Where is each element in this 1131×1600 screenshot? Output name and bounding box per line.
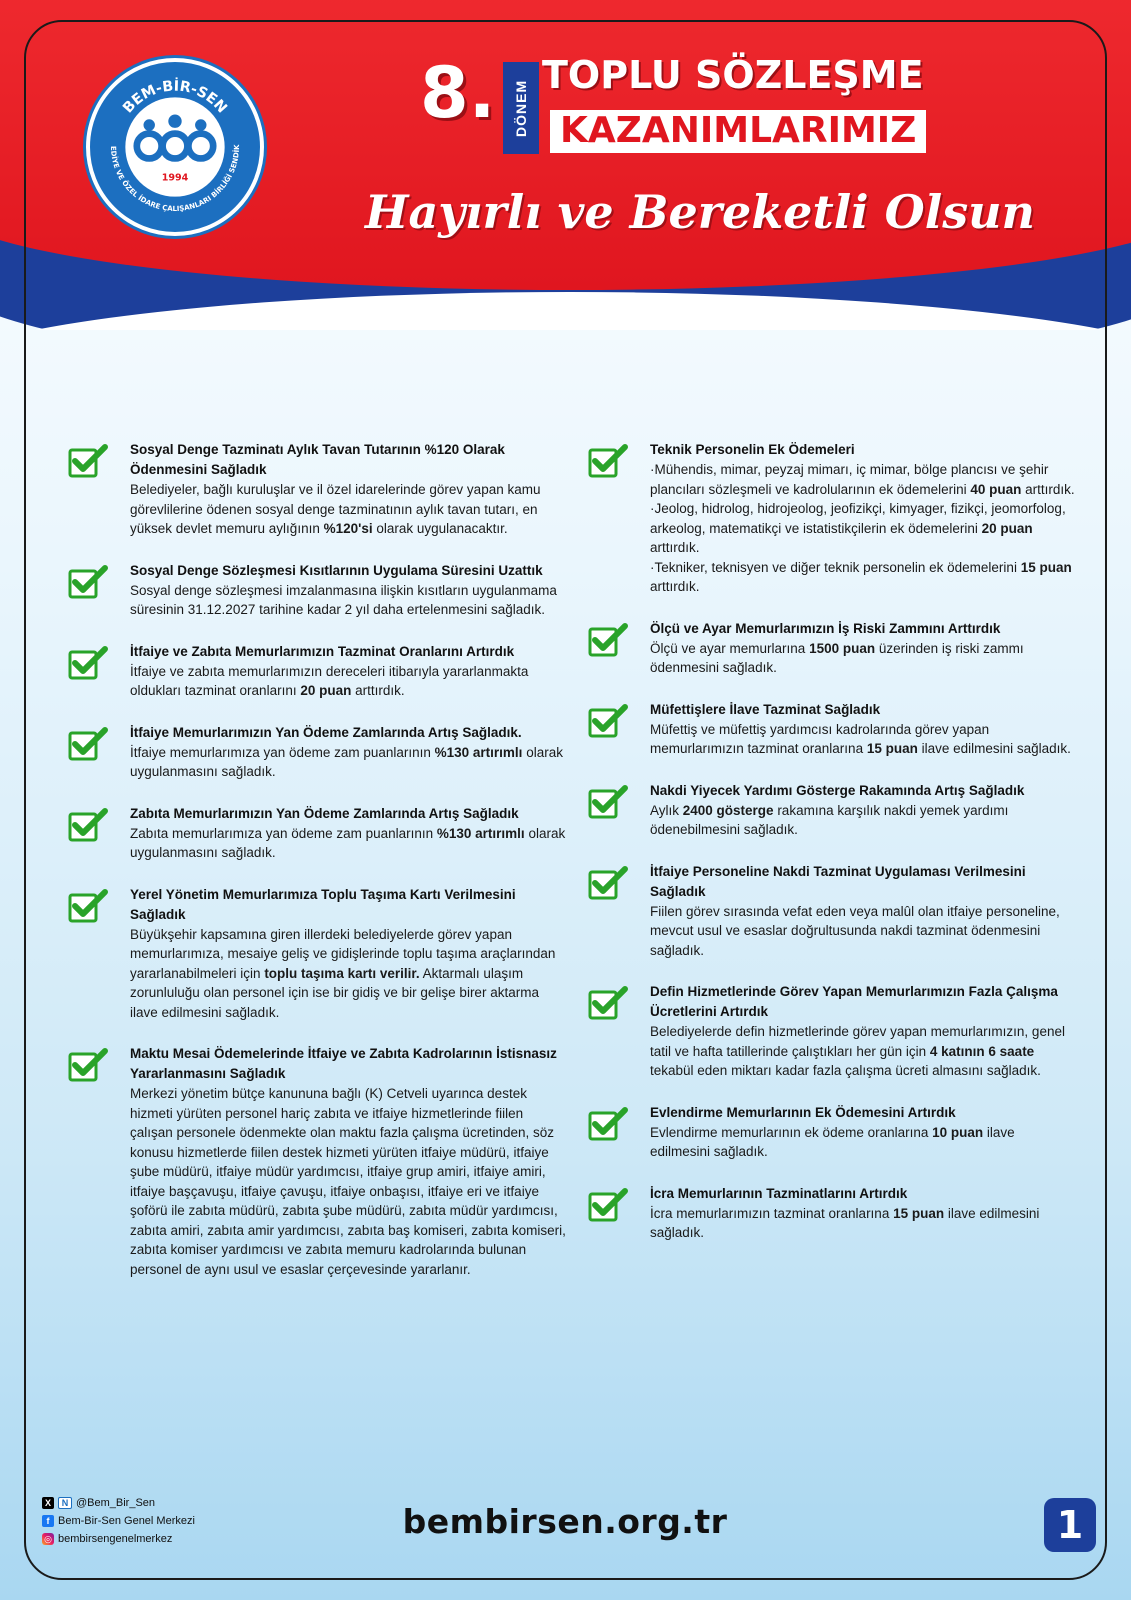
item-body-emphasis: 40 puan — [970, 481, 1022, 497]
item-body: Evlendirme memurlarının ek ödeme oranlarına 10 puan ilave edilmesini sağladık. — [650, 1124, 1015, 1159]
checkmark-icon — [68, 727, 108, 761]
website-link[interactable]: bembirsen.org.tr — [402, 1502, 728, 1541]
left-column-item — [68, 885, 568, 1023]
item-body: İtfaiye ve zabıta memurlarımızın dereceleri itibarıyla yararlanmakta oldukları tazminat oranlarını 20 puan arttırdık. — [130, 663, 529, 698]
logo-ring-text: EDİYE VE ÖZEL İDARE ÇALIŞANLARI BİRLİĞİ SENDİK — [108, 144, 242, 213]
subtitle: Hayırlı ve Bereketli Olsun — [364, 185, 1035, 239]
title-line-2: KAZANIMLARIMIZ — [550, 110, 926, 153]
item-title: Yerel Yönetim Memurlarımıza Toplu Taşıma Kartı Verilmesini Sağladık — [130, 886, 516, 922]
logo-year: 1994 — [161, 172, 189, 184]
logo-top-text: BEM-BİR-SEN — [120, 78, 230, 117]
right-column — [588, 440, 1078, 1265]
checkmark-icon — [68, 808, 108, 842]
item-body-emphasis: 20 puan — [300, 683, 352, 698]
social-row-facebook[interactable] — [42, 1512, 195, 1530]
item-body-emphasis: %120'si — [323, 521, 373, 536]
item-body-emphasis: %130 artırımlı — [434, 744, 523, 760]
left-column-item — [68, 804, 568, 863]
item-body: Ölçü ve ayar memurlarına 1500 puan üzerinden iş riski zammı ödenmesini sağladık. — [650, 640, 1024, 675]
left-column-item — [68, 642, 568, 701]
social-links — [42, 1494, 195, 1548]
checkmark-icon — [68, 444, 108, 478]
left-column-item — [68, 440, 568, 539]
item-title: İtfaiye Personeline Nakdi Tazminat Uygulaması Verilmesini Sağladık — [650, 863, 1026, 899]
item-body-emphasis: 20 puan — [981, 520, 1033, 536]
right-column-item — [588, 440, 1078, 597]
item-body: Merkezi yönetim bütçe kanununa bağlı (K) Cetveli uyarınca destek hizmeti yürüten personel hariç zabıta ve itfaiye hizmetlerinde fiilen çalışan personele ödenmekte olan maktu fazla çalışma ücretinden, söz konusu hizmetlerde fiilen destek hizmeti yürüten itfaiye müdürü, itfaiye şube müdürü, itfaiye müdür yardımcısı, itfaiye grup amiri, itfaiye amiri, itfaiye başçavuşu, itfaiye çavuşu, itfaiye onbaşısı, itfaiye eri ve itfaiye şoförü ile zabıta müdürü, zabıta şube müdürü, zabıta müdür yardımcısı, zabıta amiri, zabıta amir yardımcısı, zabıta baş komiseri, zabıta komiseri, zabıta komiser yardımcısı ve zabıta memuru kadrolarında bulunan personel de aynı usul ve esaslar çerçevesinde yararlanır. — [130, 1086, 566, 1277]
item-body: Fiilen görev sırasında vefat eden veya malûl olan itfaiye personeline, mevcut usul ve esaslar doğrultusunda nakdi tazminat ödenmesini sağladık. — [650, 903, 1060, 958]
checkmark-icon — [588, 785, 628, 819]
item-body: İtfaiye memurlarımıza yan ödeme zam puanlarının %130 artırımlı olarak uygulanmasını sağladık. — [130, 744, 563, 779]
title-line-1: TOPLU SÖZLEŞME — [542, 53, 924, 97]
item-title: Defin Hizmetlerinde Görev Yapan Memurlarımızın Fazla Çalışma Ücretlerini Artırdık — [650, 984, 1058, 1019]
right-column-item — [588, 982, 1078, 1081]
item-title: Nakdi Yiyecek Yardımı Gösterge Rakamında Artış Sağladık — [650, 782, 1025, 798]
item-body: Aylık 2400 gösterge rakamına karşılık nakdi yemek yardımı ödenebilmesini sağladık. — [650, 802, 1009, 837]
item-body-emphasis: 1500 puan — [809, 640, 876, 656]
union-logo-graphic — [90, 62, 260, 232]
left-column — [68, 440, 568, 1301]
item-body-emphasis: 15 puan — [893, 1205, 945, 1221]
item-title: Ölçü ve Ayar Memurlarımızın İş Riski Zammını Arttırdık — [650, 620, 1001, 636]
item-title: İtfaiye ve Zabıta Memurlarımızın Tazminat Oranlarını Artırdık — [130, 643, 515, 659]
social-instagram-handle: bembirsengenelmerkez — [58, 1533, 173, 1545]
left-column-item — [68, 723, 568, 782]
social-row-instagram[interactable] — [42, 1530, 195, 1548]
right-column-item — [588, 700, 1078, 759]
item-body-emphasis: 4 katının 6 saate — [929, 1043, 1035, 1059]
item-body: Belediyeler, bağlı kuruluşlar ve il özel idarelerinde görev yapan kamu görevlilerine ödenen sosyal denge tazminatının aylık tavan tutarı, en yüksek devlet memuru aylığının %120'si olarak uygulanacaktır. — [130, 482, 541, 536]
item-title: Zabıta Memurlarımızın Yan Ödeme Zamlarında Artış Sağladık — [130, 805, 519, 821]
item-body-emphasis: %130 artırımlı — [436, 825, 525, 841]
facebook-icon: f — [42, 1515, 54, 1527]
title-number-dot: . — [468, 52, 496, 134]
item-body-emphasis: 2400 gösterge — [682, 802, 774, 818]
social-x-handle: @Bem_Bir_Sen — [76, 1497, 156, 1509]
checkmark-icon — [588, 986, 628, 1020]
x-twitter-icon: X — [42, 1497, 54, 1509]
checkmark-icon — [588, 1188, 628, 1222]
right-column-item — [588, 781, 1078, 840]
item-body-emphasis: toplu taşıma kartı verilir. — [264, 965, 420, 981]
checkmark-icon — [588, 866, 628, 900]
instagram-icon: ◎ — [42, 1533, 54, 1545]
right-column-item — [588, 862, 1078, 961]
title-number-value: 8 — [420, 52, 469, 134]
item-title: İcra Memurlarının Tazminatlarını Artırdık — [650, 1185, 908, 1201]
item-title: Müfettişlere İlave Tazminat Sağladık — [650, 701, 881, 717]
nsosyal-icon: N — [58, 1497, 72, 1509]
checkmark-icon — [68, 646, 108, 680]
checkmark-icon — [588, 704, 628, 738]
item-body: İcra memurlarımızın tazminat oranlarına 15 puan ilave edilmesini sağladık. — [650, 1205, 1040, 1240]
item-title: İtfaiye Memurlarımızın Yan Ödeme Zamlarında Artış Sağladık. — [130, 724, 522, 740]
item-body: Büyükşehir kapsamına giren illerdeki belediyelerde görev yapan memurlarımıza, mesaiye geliş ve gidişlerinde toplu taşıma araçlarından yararlanabilmeleri için toplu taşıma kartı verilir. Aktarmalı ulaşım zorunluluğu olan personel için ise bir gidiş ve bir gelişe birer aktarma ilave edilmesini sağladık. — [130, 926, 556, 1020]
checkmark-icon — [588, 1107, 628, 1141]
right-column-item — [588, 619, 1078, 678]
item-body: Müfettiş ve müfettiş yardımcısı kadrolarında görev yapan memurlarımızın tazminat oranlarına 15 puan ilave edilmesini sağladık. — [650, 721, 1071, 756]
right-column-item — [588, 1103, 1078, 1162]
checkmark-icon — [588, 444, 628, 478]
social-row-x[interactable] — [42, 1494, 195, 1512]
checkmark-icon — [68, 889, 108, 923]
item-title: Sosyal Denge Sözleşmesi Kısıtlarının Uygulama Süresini Uzattık — [130, 562, 543, 578]
left-column-item — [68, 561, 568, 620]
social-facebook-handle: Bem-Bir-Sen Genel Merkezi — [58, 1515, 195, 1527]
union-logo — [86, 58, 264, 236]
item-body: ·Mühendis, mimar, peyzaj mimarı, iç mimar, bölge plancısı ve şehir plancıları sözleşmeli ve kadrolularının ek ödemelerini 40 puan arttırdık. ·Jeolog, hidrolog, hidrojeolog, jeofizikçi, kimyager, fizikçi, jeomorfolog, arkeolog, matematikçi ve istatistikçilerin ek ödemelerini 20 puan arttırdık. ·Tekniker, teknisyen ve diğer teknik personelin ek ödemelerini 15 puan arttırdık. — [650, 462, 1075, 594]
item-body: Zabıta memurlarımıza yan ödeme zam puanlarının %130 artırımlı olarak uygulanmasını sağladık. — [130, 825, 566, 860]
item-body: Sosyal denge sözleşmesi imzalanmasına ilişkin kısıtların uygulanmama süresinin 31.12.2027 tarihine kadar 2 yıl daha ertelenmesini sağladık. — [130, 582, 557, 617]
checkmark-icon — [588, 623, 628, 657]
item-body: Belediyelerde defin hizmetlerinde görev yapan memurlarımızın, genel tatil ve hafta tatillerinde çalıştıkları her gün için 4 katının 6 saate tekabül eden miktarı kadar fazla çalışma ücreti almasını sağladık. — [650, 1024, 1065, 1078]
checkmark-icon — [68, 1048, 108, 1082]
item-body-emphasis: 15 puan — [866, 741, 918, 756]
item-body-emphasis: 10 puan — [932, 1124, 984, 1140]
item-body-emphasis: 15 puan — [1020, 559, 1072, 575]
item-title: Sosyal Denge Tazminatı Aylık Tavan Tutarının %120 Olarak Ödenmesini Sağladık — [130, 442, 505, 477]
page-number: 1 — [1044, 1498, 1096, 1552]
right-column-item — [588, 1184, 1078, 1243]
left-column-item — [68, 1044, 568, 1279]
item-title: Maktu Mesai Ödemelerinde İtfaiye ve Zabıta Kadrolarının İstisnasız Yararlanmasını Sağladık — [130, 1046, 557, 1081]
checkmark-icon — [68, 565, 108, 599]
title-number — [420, 52, 496, 134]
donem-label: DÖNEM — [503, 62, 539, 154]
item-title: Teknik Personelin Ek Ödemeleri — [650, 442, 855, 457]
item-title: Evlendirme Memurlarının Ek Ödemesini Artırdık — [650, 1104, 956, 1120]
